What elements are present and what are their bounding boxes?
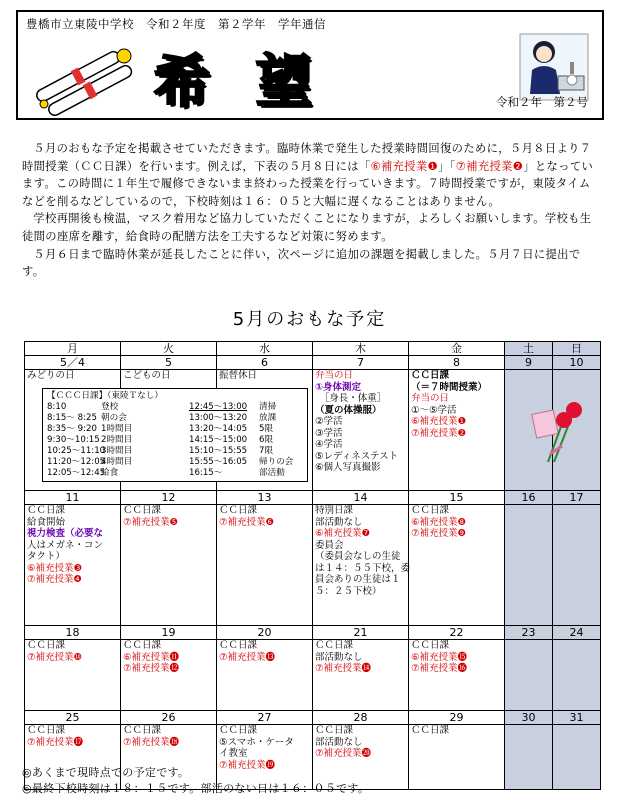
event-entry: ⑦補充授業⓱ bbox=[27, 736, 84, 748]
date-number: 28 bbox=[313, 711, 409, 725]
date-number: 15 bbox=[409, 491, 505, 505]
date-number: 26 bbox=[121, 711, 217, 725]
event-entry: 給食開始 bbox=[27, 516, 66, 528]
schedule-item: 4時間目 bbox=[101, 457, 133, 467]
schedule-item: 給食 bbox=[101, 468, 119, 478]
intro-paragraph bbox=[22, 140, 600, 210]
event-entry: ＣＣ日課 bbox=[411, 640, 450, 651]
schedule-time: 16:15～ bbox=[189, 468, 223, 478]
event-entry: ①～⑤学活 bbox=[411, 404, 457, 416]
note-line: ◎あくまで現時点での予定です。 bbox=[22, 766, 190, 779]
schedule-time: 10:25～11:10 bbox=[47, 446, 106, 456]
schedule-time: 11:20～12:05 bbox=[47, 457, 106, 467]
date-number: 22 bbox=[409, 626, 505, 640]
event-entry: 弁当の日 bbox=[411, 393, 450, 404]
schedule-item: 2時間目 bbox=[101, 435, 133, 445]
date-number: 5 bbox=[121, 356, 217, 370]
schedule-item: 朝の会 bbox=[101, 413, 127, 423]
schedule-item: 部活動 bbox=[259, 468, 285, 478]
day-cell bbox=[505, 640, 553, 711]
event-entry: 特別日課 bbox=[315, 505, 354, 516]
body-text: ５月のおもな予定を掲載させていただきます。臨時休業で発生した授業時間回復のために，５月８日より７時間授業（ＣＣ日課）を行います。例えば，下表の５月８日には「 bbox=[22, 142, 592, 173]
event-entry: ⑥個人写真撮影 bbox=[315, 462, 381, 473]
schedule-item: 1時間目 bbox=[101, 424, 133, 434]
event-entry: ［身長・体重］ bbox=[315, 393, 387, 404]
event-entry: ⑦補充授業❿ bbox=[27, 651, 83, 663]
body-text: 」となっています。この時間に１年生で履修できないまま終わった授業を行っていきます。７時間授業ですが，東陵タイムなどを削るなどしているので，下校時刻は１６：０５と大幅に遅くなることはありません。 bbox=[22, 159, 594, 208]
schedule-time: 13:20～14:05 bbox=[189, 424, 248, 434]
date-number: 18 bbox=[25, 626, 121, 640]
issue-number: 令和２年 第２号 bbox=[496, 95, 588, 109]
event-entry: ⑦補充授業⓳ bbox=[219, 759, 276, 771]
event-entry: ⑦補充授業⓲ bbox=[123, 736, 180, 748]
event-entry: は１４：５５下校，委 bbox=[315, 562, 411, 574]
event-entry: ⑦補充授業⓴ bbox=[315, 748, 372, 759]
event-entry: ⑦補充授業❾ bbox=[411, 528, 467, 539]
date-number: 27 bbox=[217, 711, 313, 725]
weekday-header: 水 bbox=[217, 342, 313, 356]
event-entry: ５：２５下校） bbox=[315, 585, 382, 597]
event-entry: ＣＣ日課 bbox=[123, 505, 162, 516]
event-entry: （委員会なしの生徒 bbox=[315, 551, 401, 562]
note-line: ◎最終下校時刻は１８：１５です。部活のない日は１６：０５です。 bbox=[22, 782, 370, 795]
schedule-item: 5限 bbox=[259, 424, 274, 434]
event-entry: みどりの日 bbox=[27, 370, 75, 381]
date-number: 7 bbox=[313, 356, 409, 370]
day-cell bbox=[25, 640, 121, 711]
date-number: 9 bbox=[505, 356, 553, 370]
day-cell bbox=[217, 505, 313, 626]
event-entry: ②学活 bbox=[315, 416, 343, 427]
weekday-header: 火 bbox=[121, 342, 217, 356]
day-cell bbox=[553, 505, 601, 626]
ccc-schedule-box bbox=[42, 388, 308, 482]
intro-paragraph bbox=[22, 246, 600, 281]
schedule-heading: 【ＣＣＣ日課】（東陵Ｔなし） bbox=[47, 391, 164, 401]
weekday-header: 土 bbox=[505, 342, 553, 356]
schedule-item: 帰りの会 bbox=[259, 457, 294, 467]
event-entry: 委員会 bbox=[315, 539, 344, 551]
school-line: 豊橋市立東陵中学校 令和２年度 第２学年 学年通信 bbox=[26, 17, 326, 31]
schedule-time: 12:45～13:00 bbox=[189, 402, 248, 412]
date-number: 5／4 bbox=[25, 356, 121, 370]
student-washing-hands-illustration bbox=[518, 32, 590, 102]
event-entry: ⑤スマホ・ケータ bbox=[219, 736, 294, 748]
schedule-item: 3時間目 bbox=[101, 446, 133, 456]
schedule-time: 8:15～ 8:25 bbox=[47, 413, 97, 423]
event-row bbox=[25, 640, 601, 711]
event-entry: 員会ありの生徒は１ bbox=[315, 574, 401, 585]
event-entry: ＣＣ日課 bbox=[27, 640, 66, 651]
date-row bbox=[25, 356, 601, 370]
date-number: 14 bbox=[313, 491, 409, 505]
day-cell bbox=[553, 640, 601, 711]
event-entry: ⑦補充授業❹ bbox=[27, 574, 83, 585]
intro-text bbox=[22, 140, 600, 281]
event-entry: ＣＣ日課 bbox=[411, 725, 450, 736]
event-entry: ＣＣ日課 bbox=[219, 505, 258, 516]
event-entry: （夏の体操服） bbox=[315, 404, 382, 416]
day-cell bbox=[409, 370, 505, 491]
intro-paragraph bbox=[22, 210, 600, 245]
highlight-text: ⑦補充授業❷ bbox=[455, 159, 524, 173]
date-number: 31 bbox=[553, 711, 601, 725]
schedule-time: 8:10 bbox=[47, 402, 67, 412]
event-entry: こどもの日 bbox=[123, 370, 171, 381]
schedule-time: 12:05～12:45 bbox=[47, 468, 106, 478]
body-text: ５月６日まで臨時休業が延長したことに伴い，次ページに追加の課題を掲載しました。５月７日に提出です。 bbox=[22, 247, 581, 279]
day-cell bbox=[409, 640, 505, 711]
schedule-row bbox=[47, 413, 303, 424]
date-row bbox=[25, 626, 601, 640]
day-cell bbox=[121, 505, 217, 626]
event-entry: ①身体測定 bbox=[315, 381, 362, 393]
date-number: 16 bbox=[505, 491, 553, 505]
event-entry: ③学活 bbox=[315, 427, 343, 439]
schedule-time: 15:55～16:05 bbox=[189, 457, 248, 467]
event-entry: ⑦補充授業⓭ bbox=[219, 651, 276, 663]
event-entry: ⑥補充授業⓯ bbox=[411, 651, 468, 663]
day-cell bbox=[409, 505, 505, 626]
calendar-title: 5月のおもな予定 bbox=[232, 309, 387, 330]
weekday-header: 木 bbox=[313, 342, 409, 356]
event-entry: （＝７時間授業） bbox=[411, 381, 488, 393]
event-row bbox=[25, 505, 601, 626]
date-row bbox=[25, 491, 601, 505]
event-entry: ＣＣ日課 bbox=[315, 725, 354, 736]
day-cell bbox=[313, 640, 409, 711]
event-entry: 視力検査（必要な bbox=[27, 528, 104, 539]
schedule-item: 6限 bbox=[259, 435, 274, 445]
schedule-row bbox=[47, 435, 303, 446]
date-number: 24 bbox=[553, 626, 601, 640]
date-number: 25 bbox=[25, 711, 121, 725]
date-number: 20 bbox=[217, 626, 313, 640]
weekday-header: 金 bbox=[409, 342, 505, 356]
highlight-text: ⑥補充授業❶ bbox=[370, 159, 439, 173]
event-entry: ＣＣ日課 bbox=[27, 505, 66, 516]
schedule-row bbox=[47, 402, 303, 413]
date-number: 10 bbox=[553, 356, 601, 370]
date-number: 23 bbox=[505, 626, 553, 640]
event-entry: ⑥補充授業❼ bbox=[315, 528, 371, 539]
day-cell bbox=[553, 725, 601, 790]
event-entry: ＣＣ日課 bbox=[27, 725, 66, 736]
event-entry: ⑦補充授業❻ bbox=[219, 516, 275, 528]
weekday-header: 月 bbox=[25, 342, 121, 356]
event-entry: イ教室 bbox=[219, 748, 248, 759]
event-entry: ⑦補充授業❷ bbox=[411, 427, 467, 439]
event-entry: ＣＣ日課 bbox=[123, 640, 162, 651]
event-entry: ⑦補充授業⓰ bbox=[411, 663, 468, 674]
schedule-time: 15:10～15:55 bbox=[189, 446, 248, 456]
date-number: 13 bbox=[217, 491, 313, 505]
event-entry: ⑥補充授業❶ bbox=[411, 416, 467, 427]
event-entry: ＣＣ日課 bbox=[411, 370, 450, 381]
carnation-illustration bbox=[528, 394, 588, 466]
body-text: 」「 bbox=[438, 159, 456, 173]
event-entry: 弁当の日 bbox=[315, 370, 354, 381]
event-entry: ＣＣ日課 bbox=[123, 725, 162, 736]
event-entry: ＣＣ日課 bbox=[411, 505, 450, 516]
day-cell bbox=[25, 505, 121, 626]
event-entry: ④学活 bbox=[315, 439, 343, 450]
schedule-time: 13:00～13:20 bbox=[189, 413, 248, 423]
event-entry: 振替休日 bbox=[219, 370, 258, 381]
date-number: 21 bbox=[313, 626, 409, 640]
date-number: 30 bbox=[505, 711, 553, 725]
newsletter-title: 希望 bbox=[154, 49, 358, 115]
date-number: 6 bbox=[217, 356, 313, 370]
event-entry: ⑦補充授業⓬ bbox=[123, 663, 180, 674]
schedule-time: 14:15～15:00 bbox=[189, 435, 248, 445]
schedule-time: 9:30～10:15 bbox=[47, 435, 100, 445]
graduation-scroll-illustration bbox=[24, 34, 144, 116]
event-entry: ⑥補充授業❽ bbox=[411, 516, 467, 528]
day-cell bbox=[217, 640, 313, 711]
date-number: 19 bbox=[121, 626, 217, 640]
date-number: 17 bbox=[553, 491, 601, 505]
schedule-row bbox=[47, 446, 303, 457]
day-cell bbox=[409, 725, 505, 790]
date-number: 8 bbox=[409, 356, 505, 370]
schedule-item: 7限 bbox=[259, 446, 274, 456]
schedule-time: 8:35～ 9:20 bbox=[47, 424, 97, 434]
event-entry: ＣＣ日課 bbox=[315, 640, 354, 651]
day-cell bbox=[505, 725, 553, 790]
event-entry: ⑥補充授業⓫ bbox=[123, 651, 180, 663]
event-entry: ＣＣ日課 bbox=[219, 725, 258, 736]
newsletter-header bbox=[16, 10, 604, 120]
event-entry: タクト） bbox=[27, 551, 66, 562]
body-text: 学校再開後も検温，マスク着用など協力していただくことになりますが，よろしくお願いします。学校も生徒間の座席を離す，給食時の配膳方法を工夫するなど対策に努めます。 bbox=[22, 212, 592, 243]
day-cell bbox=[505, 505, 553, 626]
event-entry: 人はメガネ・コン bbox=[27, 539, 104, 551]
schedule-row bbox=[47, 457, 303, 468]
event-entry: 部活動なし bbox=[315, 736, 363, 748]
event-entry: ⑦補充授業⓮ bbox=[315, 663, 372, 674]
schedule-item: 放課 bbox=[259, 413, 277, 423]
date-number: 11 bbox=[25, 491, 121, 505]
event-entry: ⑤レディネステスト bbox=[315, 450, 399, 462]
date-number: 29 bbox=[409, 711, 505, 725]
weekday-header: 日 bbox=[553, 342, 601, 356]
schedule-row bbox=[47, 424, 303, 435]
date-row bbox=[25, 711, 601, 725]
date-number: 12 bbox=[121, 491, 217, 505]
event-entry: 部活動なし bbox=[315, 516, 363, 528]
day-cell bbox=[313, 370, 409, 491]
day-cell bbox=[313, 505, 409, 626]
day-cell bbox=[121, 640, 217, 711]
schedule-row bbox=[47, 468, 303, 479]
footnotes bbox=[22, 765, 369, 797]
schedule-item: 清掃 bbox=[259, 402, 277, 412]
event-entry: ⑥補充授業❸ bbox=[27, 562, 83, 574]
event-entry: ⑦補充授業❺ bbox=[123, 516, 179, 528]
event-entry: ＣＣ日課 bbox=[219, 640, 258, 651]
event-entry: 部活動なし bbox=[315, 651, 363, 663]
schedule-item: 登校 bbox=[101, 402, 119, 412]
